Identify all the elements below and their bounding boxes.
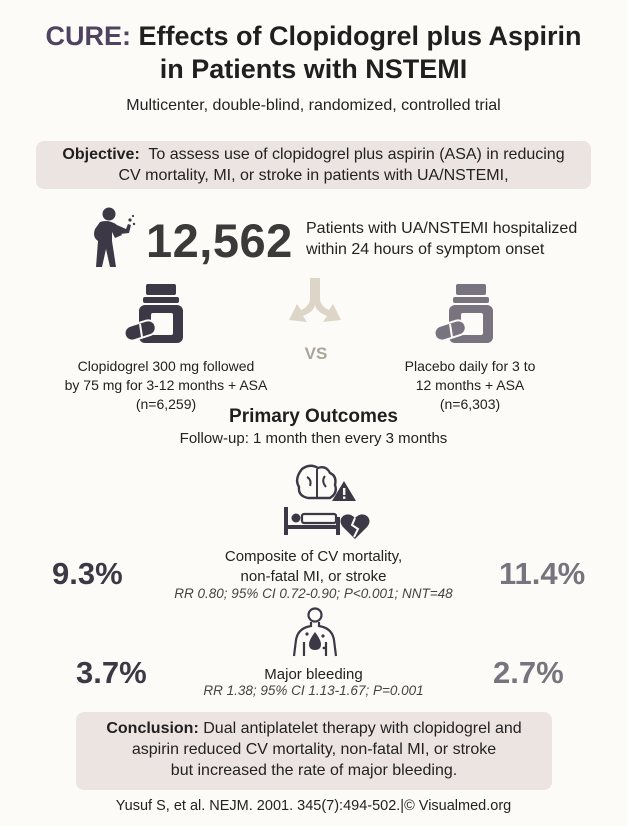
conclusion-line-2: aspirin reduced CV mortality, non-fatal MI, or stroke <box>131 741 497 758</box>
followup-text: Follow-up: 1 month then every 3 months <box>179 430 448 447</box>
composite-label <box>150 547 477 587</box>
title-line-2: in Patients with NSTEMI <box>159 54 468 84</box>
population-description <box>306 218 596 260</box>
conclusion-text-1: Dual antiplatelet therapy with clopidogrel and <box>203 720 522 737</box>
objective-box <box>36 141 591 189</box>
bleeding-placebo-pct: 2.7% <box>493 655 564 690</box>
conclusion-line-1 <box>76 718 552 739</box>
citation: Yusuf S, et al. NEJM. 2001. 345(7):494-502.|© Visualmed.org <box>115 798 512 814</box>
objective-label: Objective: <box>62 146 140 163</box>
trial-design: Multicenter, double-blind, randomized, controlled trial <box>126 97 501 114</box>
composite-stats: RR 0.80; 95% CI 0.72-0.90; P<0.001; NNT=48 <box>174 586 453 601</box>
population-line-1: Patients with UA/NSTEMI hospitalized <box>306 220 578 237</box>
conclusion-label: Conclusion: <box>106 720 199 737</box>
placebo-line-1: Placebo daily for 3 to <box>404 358 536 374</box>
trial-acronym: CURE: <box>45 21 131 51</box>
placebo-line-2: 12 months + ASA <box>415 377 525 393</box>
composite-treatment-pct: 9.3% <box>52 556 123 591</box>
bleeding-stats: RR 1.38; 95% CI 1.13-1.67; P=0.001 <box>203 683 424 698</box>
composite-label-line-2: non-fatal MI, or stroke <box>240 568 387 585</box>
objective-line-1 <box>36 144 591 165</box>
objective-text-1: To assess use of clopidogrel plus aspirin (ASA) in reducing <box>148 146 565 163</box>
composite-label-line-1: Composite of CV mortality, <box>224 548 403 565</box>
treatment-n: (n=6,259) <box>135 396 197 412</box>
treatment-line-2: by 75 mg for 3-12 months + ASA <box>64 377 268 393</box>
population-line-2: within 24 hours of symptom onset <box>306 241 545 258</box>
bleeding-treatment-pct: 3.7% <box>76 655 147 690</box>
objective-line-2: CV mortality, MI, or stroke in patients with UA/NSTEMI, <box>118 167 509 184</box>
treatment-pill-bottle-icon <box>122 284 196 346</box>
primary-outcomes-title: Primary Outcomes <box>229 406 398 427</box>
bleeding-label: Major bleeding <box>264 666 363 683</box>
page-title <box>0 20 627 86</box>
treatment-line-1: Clopidogrel 300 mg followed <box>77 358 255 374</box>
placebo-n: (n=6,303) <box>439 396 501 412</box>
conclusion-line-3: but increased the rate of major bleeding. <box>170 762 458 779</box>
vs-label: VS <box>304 344 328 363</box>
composite-placebo-pct: 11.4% <box>499 556 586 591</box>
split-arrows-icon <box>285 278 345 324</box>
patient-count: 12,562 <box>146 214 293 267</box>
brain-bed-broken-heart-icon <box>280 463 370 541</box>
title-line-1 <box>0 20 627 53</box>
placebo-pill-bottle-icon <box>432 284 506 346</box>
title-text-1: Effects of Clopidogrel plus Aspirin <box>138 21 582 51</box>
conclusion-box <box>76 712 552 790</box>
coughing-person-icon <box>86 207 138 271</box>
body-blood-drop-icon <box>290 606 340 658</box>
